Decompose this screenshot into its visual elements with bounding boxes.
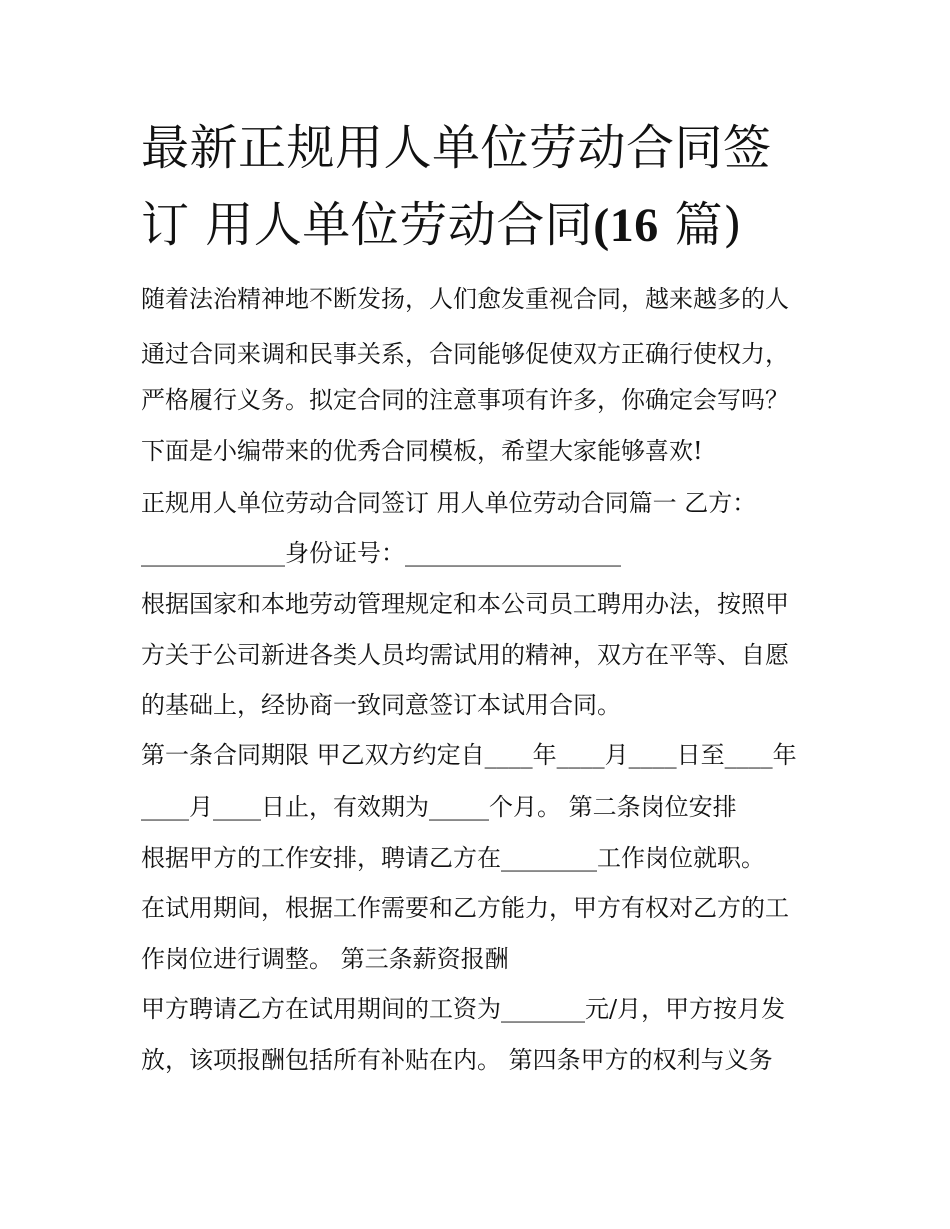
body-line-16: 放，该项报酬包括所有补贴在内。 第四条甲方的权利与义务 [141, 1046, 773, 1074]
title-text-b: (16 [593, 199, 659, 252]
body-line-3: 严格履行义务。拟定合同的注意事项有许多，你确定会写吗？ [141, 386, 789, 414]
body-line-8: 方关于公司新进各类人员均需试用的精神，双方在平等、自愿 [141, 641, 789, 669]
body-line-4: 下面是小编带来的优秀合同模板，希望大家能够喜欢! [141, 437, 703, 465]
body-line-9: 的基础上，经协商一致同意签订本试用合同。 [141, 691, 621, 719]
body-line-14: 作岗位进行调整。 第三条薪资报酬 [141, 945, 509, 973]
body-line-5: 正规用人单位劳动合同签订 用人单位劳动合同篇一 乙方： [141, 489, 757, 517]
body-line-12: 根据甲方的工作安排，聘请乙方在________工作岗位就职。 [141, 844, 765, 872]
body-line-1: 随着法治精神地不断发扬，人们愈发重视合同，越来越多的人 [141, 285, 789, 313]
title-text-c: 篇) [674, 197, 743, 253]
body-line-6: ____________身份证号：__________________ [141, 539, 621, 567]
document-title-line-2 [141, 197, 841, 253]
body-line-7: 根据国家和本地劳动管理规定和本公司员工聘用办法，按照甲 [141, 590, 789, 618]
document-title-line-1: 最新正规用人单位劳动合同签 [141, 120, 772, 176]
body-line-13: 在试用期间，根据工作需要和乙方能力，甲方有权对乙方的工 [141, 894, 789, 922]
body-line-2: 通过合同来调和民事关系，合同能够促使双方正确行使权力， [141, 340, 789, 368]
body-line-10: 第一条合同期限 甲乙双方约定自____年____月____日至____年 [141, 741, 797, 769]
body-line-15: 甲方聘请乙方在试用期间的工资为_______元/月，甲方按月发 [141, 995, 786, 1023]
body-line-11: ____月____日止，有效期为_____个月。 第二条岗位安排 [141, 793, 737, 821]
title-text-a: 订 用人单位劳动合同 [141, 197, 594, 253]
